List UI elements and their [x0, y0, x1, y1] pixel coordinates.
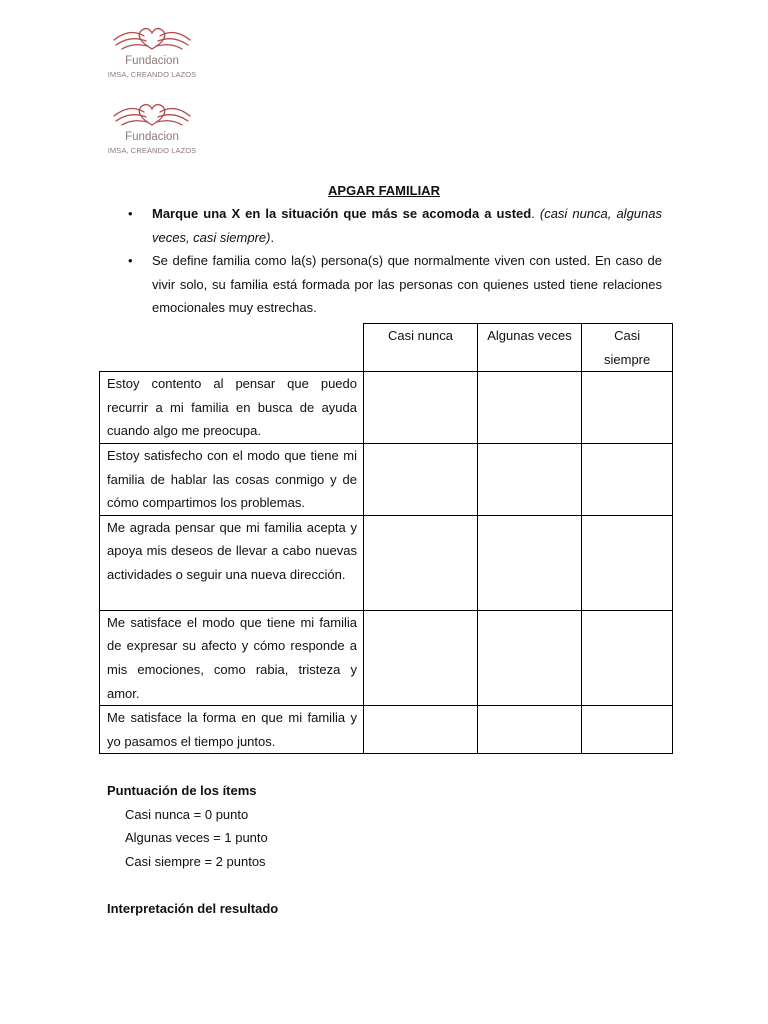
- foundation-logo: [102, 98, 202, 162]
- instructions-list: [126, 202, 662, 320]
- answer-cell-algunas-veces[interactable]: [478, 443, 582, 515]
- scoring-section: [107, 779, 268, 873]
- answer-cell-casi-siempre[interactable]: [582, 372, 673, 444]
- answer-cell-casi-nunca[interactable]: [364, 706, 478, 754]
- bullet-icon: •: [128, 206, 133, 221]
- answer-cell-casi-siempre[interactable]: [582, 515, 673, 610]
- table-row: [100, 443, 673, 515]
- table-row: [100, 372, 673, 444]
- logo-name: Fundacion: [125, 131, 179, 143]
- answer-cell-casi-nunca[interactable]: [364, 443, 478, 515]
- instruction-item: [126, 202, 662, 249]
- answer-cell-casi-siempre[interactable]: [582, 706, 673, 754]
- answer-cell-algunas-veces[interactable]: [478, 706, 582, 754]
- item-text: Me satisface el modo que tiene mi familia de expresar su afecto y cómo responde a mis emociones, como rabia, tristeza y amor.: [100, 610, 364, 705]
- item-text: Me satisface la forma en que mi familia y yo pasamos el tiempo juntos.: [100, 706, 364, 754]
- empty-corner-cell: [100, 324, 364, 372]
- answer-cell-algunas-veces[interactable]: [478, 610, 582, 705]
- foundation-logo: [102, 22, 202, 86]
- family-definition-text: Se define familia como la(s) persona(s) que normalmente viven con usted. En caso de vivir solo, su familia está formada por las personas con quienes usted tiene relaciones emocionales muy estrechas.: [152, 253, 662, 315]
- answer-cell-algunas-veces[interactable]: [478, 515, 582, 610]
- answer-cell-algunas-veces[interactable]: [478, 372, 582, 444]
- item-text: Estoy satisfecho con el modo que tiene mi familia de hablar las cosas conmigo y de cómo compartimos los problemas.: [100, 443, 364, 515]
- answer-cell-casi-nunca[interactable]: [364, 372, 478, 444]
- answer-cell-casi-nunca[interactable]: [364, 610, 478, 705]
- table-header-row: [100, 324, 673, 372]
- logo-name: Fundacion: [125, 55, 179, 67]
- scoring-line: Casi nunca = 0 punto: [125, 806, 249, 822]
- instruction-item: [126, 249, 662, 320]
- scoring-heading: Puntuación de los ítems: [107, 783, 257, 798]
- table-row: [100, 610, 673, 705]
- apgar-table: [99, 323, 673, 754]
- answer-cell-casi-siempre[interactable]: [582, 610, 673, 705]
- interpretation-heading: Interpretación del resultado: [107, 901, 279, 916]
- table-row: [100, 515, 673, 610]
- bullet-icon: •: [128, 253, 133, 268]
- instruction-period: .: [270, 229, 275, 245]
- header-casi-nunca: Casi nunca: [364, 324, 478, 372]
- item-text: Me agrada pensar que mi familia acepta y apoya mis deseos de llevar a cabo nuevas actividades o seguir una nueva dirección.: [100, 515, 364, 610]
- heart-hands-icon: [110, 22, 194, 54]
- logo-tagline: IMSA, CREANDO LAZOS: [107, 146, 197, 155]
- header-algunas-veces: Algunas veces: [478, 324, 582, 372]
- answer-cell-casi-nunca[interactable]: [364, 515, 478, 610]
- table-row: [100, 706, 673, 754]
- item-text: Estoy contento al pensar que puedo recurrir a mi familia en busca de ayuda cuando algo me preocupa.: [100, 372, 364, 444]
- heart-hands-icon: [110, 98, 194, 130]
- logo-tagline: IMSA, CREANDO LAZOS: [107, 70, 197, 79]
- answer-cell-casi-siempre[interactable]: [582, 443, 673, 515]
- instruction-separator: .: [531, 206, 540, 221]
- document-title: APGAR FAMILIAR: [328, 183, 440, 198]
- instruction-options-text: (casi nunca, algunas veces, casi siempre): [152, 206, 662, 245]
- scoring-line: Algunas veces = 1 punto: [125, 830, 268, 845]
- instruction-bold-text: Marque una X en la situación que más se acomoda a usted: [152, 206, 532, 221]
- scoring-line: Casi siempre = 2 puntos: [125, 853, 266, 869]
- header-casi-siempre: Casi siempre: [582, 324, 673, 372]
